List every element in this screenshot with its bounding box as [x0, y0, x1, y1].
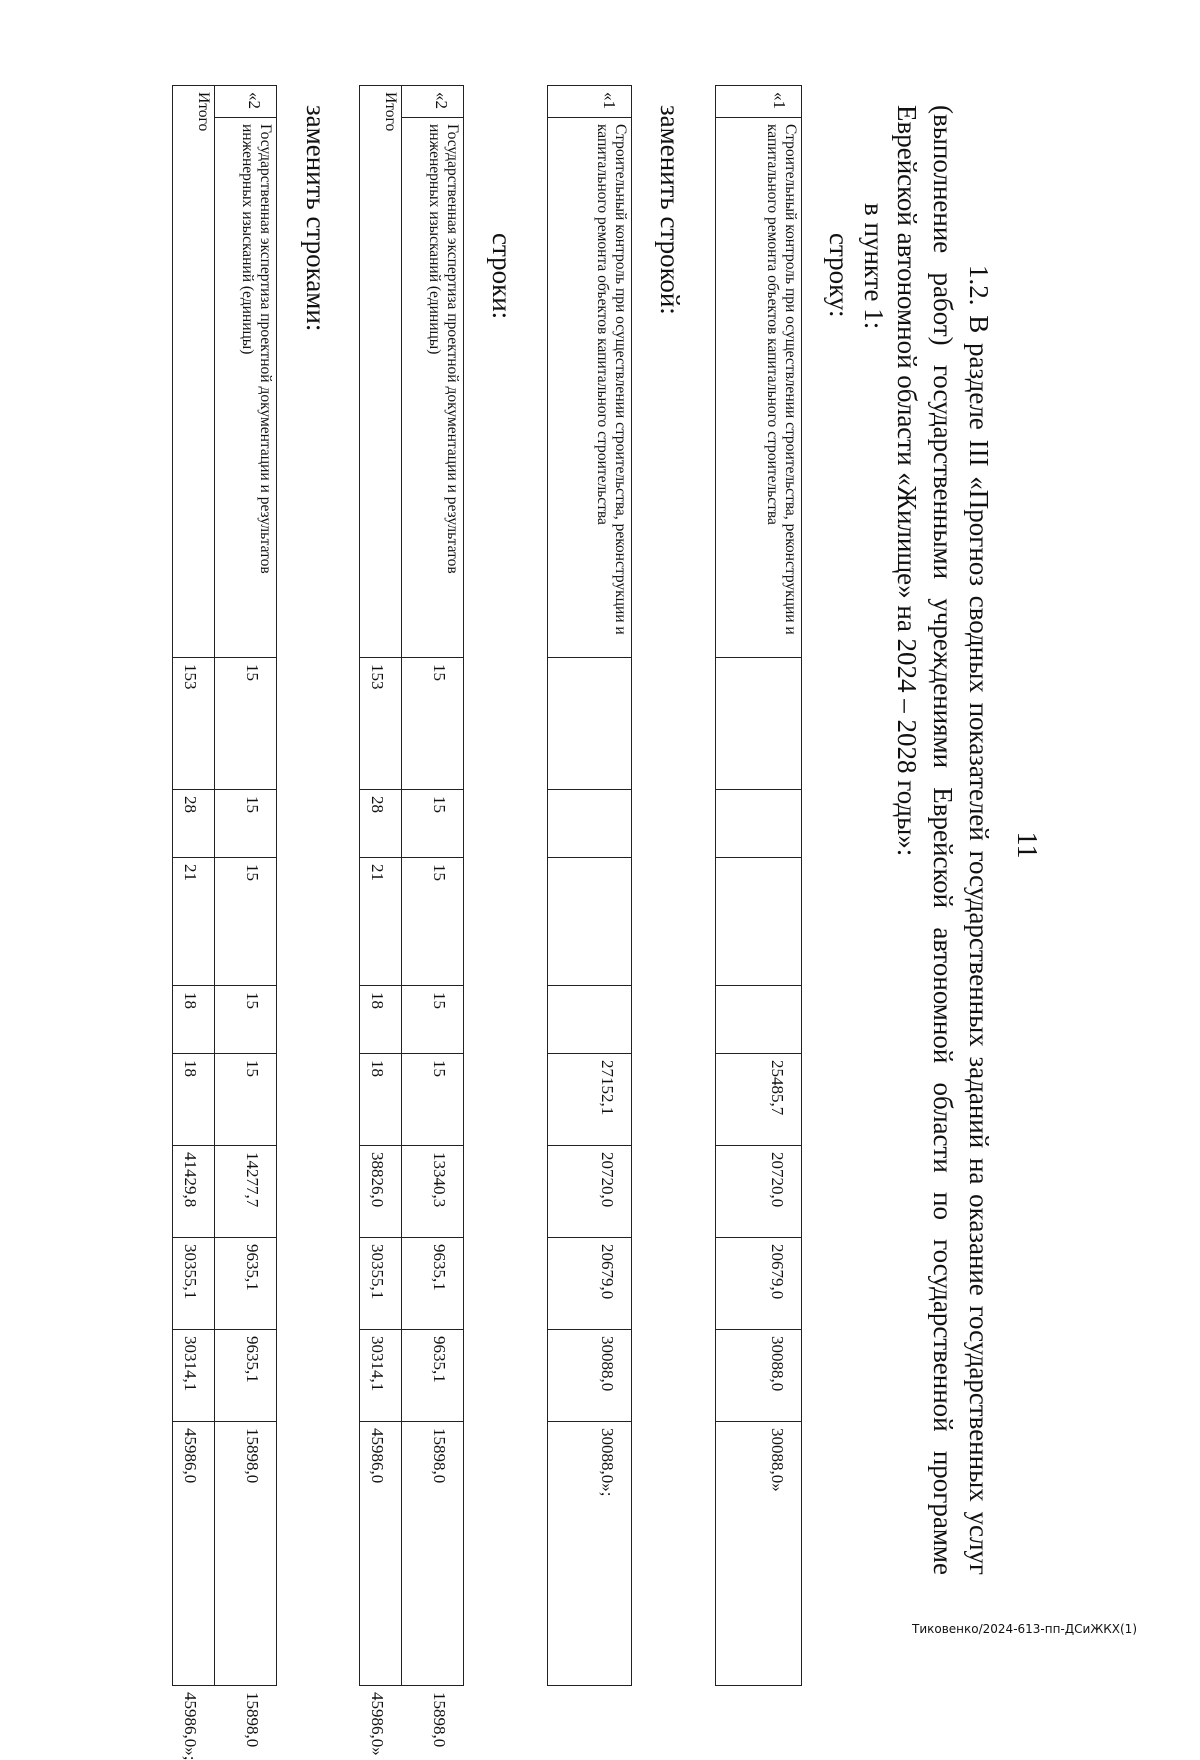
- page-number: 11: [1011, 831, 1042, 859]
- cell: [716, 790, 802, 858]
- row-label: Итого: [360, 86, 402, 658]
- table-row: «2 Государственная экспертиза проектной документации и результатов инженерных изысканий (единицы) 15 15 15 15 15 13340,3 9635,1 9635,1 15898,0 15898,0: [402, 86, 464, 1686]
- row-label: Государственная экспертиза проектной документации и результатов инженерных изысканий (единицы): [215, 118, 277, 658]
- cell: 15: [402, 1054, 464, 1146]
- cell: 28: [360, 790, 402, 858]
- cell: 28: [173, 790, 215, 858]
- cell: 18: [173, 986, 215, 1054]
- row-index: «1: [716, 86, 802, 118]
- cell: 20679,0: [548, 1238, 632, 1330]
- table-replacement-rows-2: [172, 85, 277, 1760]
- cell: 18: [360, 986, 402, 1054]
- cell: 25485,7: [716, 1054, 802, 1146]
- row-index: «1: [548, 86, 632, 118]
- cell: 20720,0: [548, 1146, 632, 1238]
- row-index: «2: [402, 86, 464, 118]
- paragraph-line-1: 1.2. В разделе III «Прогноз сводных показателей государственных заданий на оказание государственных услуг: [964, 265, 994, 1575]
- cell: 30088,0: [548, 1330, 632, 1422]
- cell: [716, 658, 802, 790]
- cell: 18: [173, 1054, 215, 1146]
- cell: 21: [173, 858, 215, 986]
- table-row: [548, 86, 632, 1686]
- cell: [716, 858, 802, 986]
- replace-rows-label: заменить строками:: [301, 105, 331, 332]
- row-label: Строительный контроль при осуществлении строительства, реконструкции и капитального ремонта объектов капитального строительства: [716, 118, 802, 658]
- paragraph-line-2: (выполнение работ) государственными учреждениями Еврейской автономной области по государственной программе: [928, 105, 958, 1575]
- table-replacement-row-1: [547, 85, 632, 1686]
- table-row: [716, 86, 802, 1686]
- rows-label: строки:: [487, 233, 517, 320]
- cell: 20720,0: [716, 1146, 802, 1238]
- cell: 9635,1: [215, 1238, 277, 1330]
- row-label: Строительный контроль при осуществлении строительства, реконструкции и капитального ремонта объектов капитального строительства: [548, 118, 632, 658]
- table-original-rows-2: [359, 85, 464, 1756]
- cell: [548, 986, 632, 1054]
- cell: 30088,0: [716, 1330, 802, 1422]
- cell: 18: [360, 1054, 402, 1146]
- cell: 15: [215, 858, 277, 986]
- cell: 15898,0: [215, 1422, 277, 1686]
- cell: 15: [215, 790, 277, 858]
- cell: 30314,1: [173, 1330, 215, 1422]
- cell: 15: [402, 858, 464, 986]
- table-row: Итого 153 28 21 18 18 41429,8 30355,1 30314,1 45986,0 45986,0»;: [173, 86, 215, 1686]
- cell: 15898,0: [402, 1422, 464, 1686]
- row-label: Государственная экспертиза проектной документации и результатов инженерных изысканий (единицы): [402, 118, 464, 658]
- cell: 15: [215, 658, 277, 790]
- cell: 15: [402, 790, 464, 858]
- point-label: в пункте 1:: [859, 203, 889, 330]
- cell: 153: [173, 658, 215, 790]
- cell: 45986,0: [360, 1422, 402, 1686]
- cell: 9635,1: [402, 1238, 464, 1330]
- cell: 21: [360, 858, 402, 986]
- cell: 9635,1: [215, 1330, 277, 1422]
- cell: 30088,0»;: [548, 1422, 632, 1686]
- row-word: строку:: [824, 233, 854, 318]
- cell: 30088,0»: [716, 1422, 802, 1686]
- cell: 30355,1: [360, 1238, 402, 1330]
- cell: 15: [402, 658, 464, 790]
- cell: 15: [215, 1054, 277, 1146]
- row-index: «2: [215, 86, 277, 118]
- cell: 41429,8: [173, 1146, 215, 1238]
- cell: 153: [360, 658, 402, 790]
- document-footer-id: Тиковенко/2024-613-пп-ДСиЖКХ(1): [912, 1622, 1137, 1636]
- table-row: Итого 153 28 21 18 18 38826,0 30355,1 30314,1 45986,0 45986,0»: [360, 86, 402, 1686]
- cell: 14277,7: [215, 1146, 277, 1238]
- replace-row-label: заменить строкой:: [655, 105, 685, 315]
- cell: [716, 986, 802, 1054]
- cell: 27152,1: [548, 1054, 632, 1146]
- cell: 13340,3: [402, 1146, 464, 1238]
- cell: 15: [402, 986, 464, 1054]
- cell: 9635,1: [402, 1330, 464, 1422]
- row-label: Итого: [173, 86, 215, 658]
- table-original-row-1: [715, 85, 802, 1686]
- cell: [548, 858, 632, 986]
- cell: 30355,1: [173, 1238, 215, 1330]
- cell: 45986,0: [173, 1422, 215, 1686]
- table-row: «2 Государственная экспертиза проектной документации и результатов инженерных изысканий (единицы) 15 15 15 15 15 14277,7 9635,1 9635,1 15898,0 15898,0: [215, 86, 277, 1686]
- cell: 30314,1: [360, 1330, 402, 1422]
- cell: 20679,0: [716, 1238, 802, 1330]
- cell: [548, 658, 632, 790]
- paragraph-line-3: Еврейской автономной области «Жилище» на 2024 – 2028 годы»:: [892, 105, 922, 857]
- section-paragraph: [889, 105, 997, 1575]
- cell: 15: [215, 986, 277, 1054]
- cell: 38826,0: [360, 1146, 402, 1238]
- cell: [548, 790, 632, 858]
